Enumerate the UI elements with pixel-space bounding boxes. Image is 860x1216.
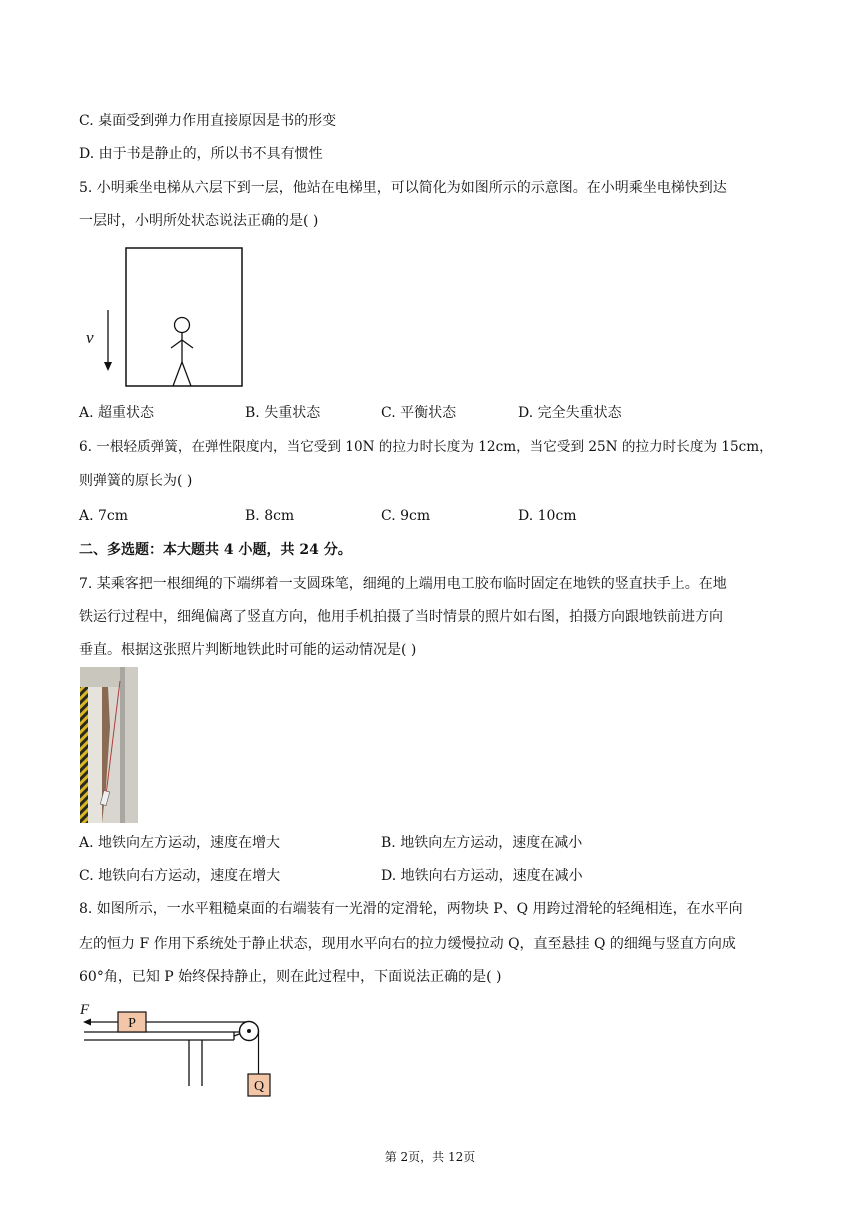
q7-option-a: A. 地铁向左方运动，速度在增大 [79,835,281,851]
q5-stem-line2: 一层时，小明所处状态说法正确的是( ) [79,213,319,229]
q5-option-a: A. 超重状态 [79,405,155,421]
subway-photo [80,667,138,823]
q7-option-d: D. 地铁向右方运动，速度在减小 [381,868,583,884]
q5-option-c: C. 平衡状态 [381,405,457,421]
q7-stem-line1: 7. 某乘客把一根细绳的下端绑着一支圆珠笔，细绳的上端用电工胶布临时固定在地铁的竖直扶手上。在地 [79,576,727,592]
q7-option-b: B. 地铁向左方运动，速度在减小 [381,835,583,851]
q6-option-c: C. 9cm [381,508,431,524]
velocity-arrowhead [104,362,112,371]
section-heading: 二、多选题：本大题共 4 小题，共 24 分。 [79,542,352,558]
q8-stem-line1: 8. 如图所示，一水平粗糙桌面的右端装有一光滑的定滑轮，两物块 P、Q 用跨过滑轮的轻绳相连，在水平向 [79,901,743,917]
q7-option-c: C. 地铁向右方运动，速度在增大 [79,868,281,884]
q7-stem-line3: 垂直。根据这张照片判断地铁此时可能的运动情况是( ) [79,642,417,658]
q4-option-d: D. 由于书是静止的，所以书不具有惯性 [79,146,323,162]
q8-stem-line3: 60°角，已知 P 始终保持静止，则在此过程中，下面说法正确的是( ) [79,969,502,985]
q6-option-b: B. 8cm [245,508,295,524]
q6-option-a: A. 7cm [79,508,129,524]
q6-option-d: D. 10cm [518,508,577,524]
q4-option-c: C. 桌面受到弹力作用直接原因是书的形变 [79,113,337,129]
velocity-label: v [86,328,94,347]
q6-stem-line1: 6. 一根轻质弹簧，在弹性限度内，当它受到 10N 的拉力时长度为 12cm，当它受到 25N 的拉力时长度为 15cm， [79,439,773,455]
stick-figure [171,318,193,387]
pulley-figure [78,998,288,1100]
q8-stem-line2: 左的恒力 F 作用下系统处于静止状态，现用水平向右的拉力缓慢拉动 Q，直至悬挂 Q 的细绳与竖直方向成 [79,936,736,952]
q5-option-d: D. 完全失重状态 [518,405,622,421]
page-footer: 第 2页，共 12页 [384,1150,476,1164]
q5-option-b: B. 失重状态 [245,405,321,421]
q5-stem-line1: 5. 小明乘坐电梯从六层下到一层，他站在电梯里，可以简化为如图所示的示意图。在小明乘坐电梯快到达 [79,180,727,196]
block-p-label: P [128,1016,136,1031]
elevator-figure [80,244,250,390]
elevator-box [126,248,242,386]
block-q-label: Q [253,1079,265,1094]
force-label: F [80,1002,90,1018]
q7-stem-line2: 铁运行过程中，细绳偏离了竖直方向，他用手机拍摄了当时情景的照片如右图，拍摄方向跟地铁前进方向 [79,609,723,625]
q6-stem-line2: 则弹簧的原长为( ) [79,473,193,489]
force-arrowhead [83,1019,91,1026]
